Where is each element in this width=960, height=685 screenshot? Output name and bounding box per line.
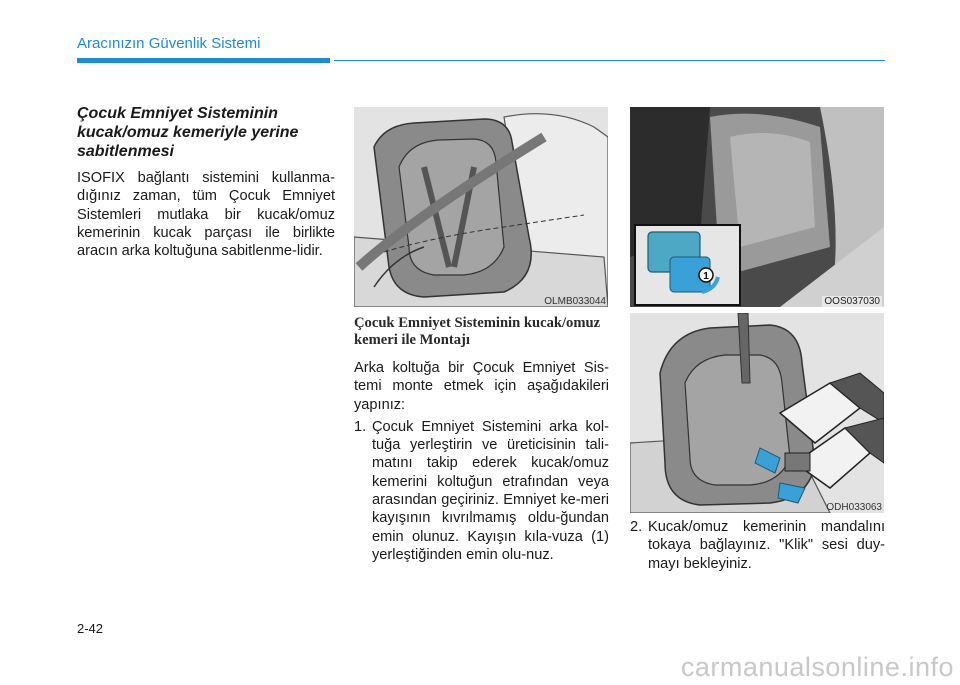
column-left — [77, 104, 335, 260]
step-number: 1. — [354, 418, 367, 435]
figure-code: ODH033063 — [826, 502, 882, 513]
figure-code: OOS037030 — [824, 296, 880, 307]
installation-heading: Çocuk Emniyet Sisteminin kucak/omuz kemeri ile Montajı — [354, 315, 601, 348]
section-title: Aracınızın Güvenlik Sistemi — [77, 35, 261, 52]
body-paragraph: ISOFIX bağlantı sistemini kullanma-dığınız zaman, tüm Çocuk Emniyet Sistemleri mutlaka bir kucak/omuz kemerinin kucak parçası ile birlikte aracın arka koltuğuna sabitlenme-lidir. — [77, 170, 335, 260]
figure-rear-interior — [630, 107, 884, 307]
subsection-heading: Çocuk Emniyet Sisteminin kucak/omuz kemeriyle yerine sabitlenmesi — [77, 105, 299, 160]
column-right — [630, 518, 885, 573]
page-number: 2-42 — [77, 621, 104, 636]
buckling-illustration — [630, 313, 884, 513]
figure-buckling-belt — [630, 313, 884, 513]
figure-child-seat-rear — [354, 107, 608, 307]
step-number: 2. — [630, 519, 643, 535]
header-rule-thick — [77, 58, 330, 63]
watermark: carmanualsonline.info — [680, 652, 954, 682]
step-1 — [354, 418, 609, 564]
step-text: Çocuk Emniyet Sistemini arka kol-tuğa yerleştirin ve üreticisinin tali-matını takip ederek kucak/omuz kemerini koltuğun etrafından veya arasından geçiriniz. Emniyet ke-meri kayışının kıvrılmamış oldu-ğundan emin olunuz. Kayışın kıla-vuza (1) yerleştiğinden emin olu-nuz. — [372, 418, 609, 563]
step-text: Kucak/omuz kemerinin mandalını tokaya bağlayınız. "Klik" sesi duy-mayı bekleyiniz. — [648, 519, 885, 572]
callout-number: 1 — [703, 271, 709, 282]
intro-paragraph: Arka koltuğa bir Çocuk Emniyet Sis-temi monte etmek için aşağıdakileri yapınız: — [354, 360, 609, 413]
child-seat-illustration — [354, 107, 608, 307]
figure-code: OLMB033044 — [544, 296, 606, 307]
header-rule-thin — [334, 60, 885, 61]
step-2 — [630, 518, 885, 573]
rear-interior-photo — [630, 107, 884, 307]
column-middle — [354, 315, 609, 564]
